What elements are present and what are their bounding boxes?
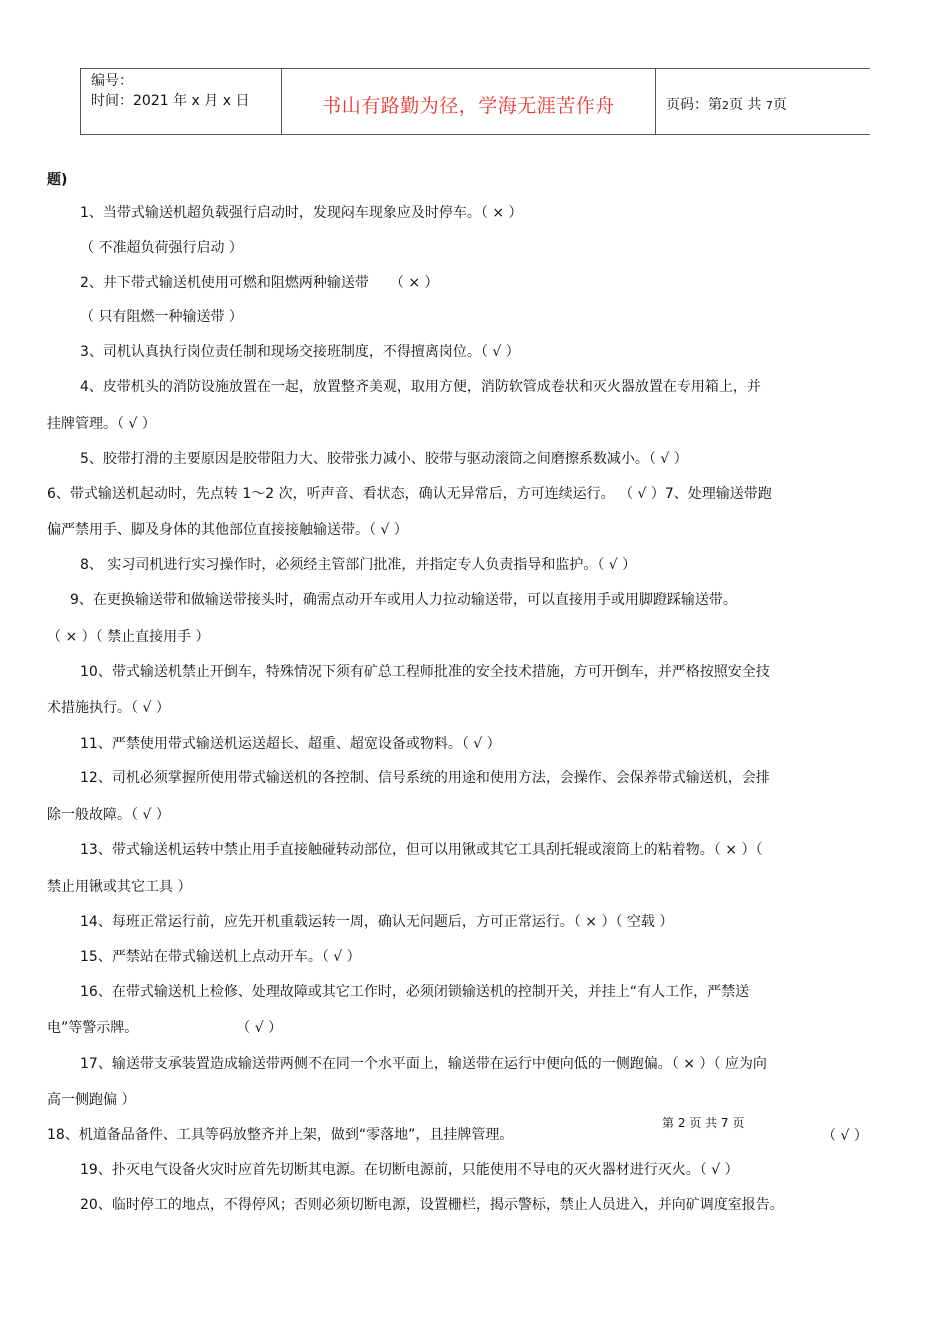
text-line: 18、机道备品备件、工具等码放整齐并上架，做到“零落地”，且挂牌管理。 xyxy=(47,1127,514,1143)
text-line: 15、严禁站在带式输送机上点动开车。（ √ ） xyxy=(80,949,361,965)
header-page-cell xyxy=(656,69,870,134)
text-line: 6、带式输送机起动时，先点转 1～2 次，听声音、看状态，确认无异常后，方可连续运行。 （ √ ）7、处理输送带跑 xyxy=(47,486,772,502)
text-line: 11、严禁使用带式输送机运送超长、超重、超宽设备或物料。（ √ ） xyxy=(80,736,501,752)
text-line: 除一般故障。（ √ ） xyxy=(47,807,170,823)
page-code xyxy=(666,94,787,114)
motto-text: 书山有路勤为径，学海无涯苦作舟 xyxy=(322,95,615,117)
text-line: 电”等警示牌。 （ √ ） xyxy=(47,1020,283,1036)
document-header xyxy=(80,68,870,135)
text-line: 14、每班正常运行前，应先开机重载运转一周，确认无问题后，方可正常运行。（ × ）（ 空载 ） xyxy=(80,914,674,930)
text-line: 1、当带式输送机超负载强行启动时，发现闷车现象应及时停车。（ × ） xyxy=(80,205,523,221)
text-line: 2、井下带式输送机使用可燃和阻燃两种输送带 （ × ） xyxy=(80,275,439,291)
text-line: 挂牌管理。（ √ ） xyxy=(47,416,156,432)
text-line: 8、 实习司机进行实习操作时，必须经主管部门批准，并指定专人负责指导和监护。（ √ ） xyxy=(80,557,637,573)
page-code-suffix: 页 xyxy=(772,97,787,113)
text-line: 19、扑灭电气设备火灾时应首先切断其电源。在切断电源前，只能使用不导电的灭火器材进行灭火。（ √ ） xyxy=(80,1162,739,1178)
text-line: 12、司机必须掌握所使用带式输送机的各控制、信号系统的用途和使用方法，会操作、会保养带式输送机，会排 xyxy=(80,770,770,786)
text-line: 17、输送带支承装置造成输送带两侧不在同一个水平面上，输送带在运行中便向低的一侧跑偏。（ × ）（ 应为向 xyxy=(80,1056,767,1072)
text-line: 高一侧跑偏 ） xyxy=(47,1092,136,1108)
text-line: 禁止用锹或其它工具 ） xyxy=(47,879,192,895)
page-footer: 第 2 页 共 7 页 xyxy=(662,1116,745,1130)
text-line: （ 只有阻燃一种输送带 ） xyxy=(80,309,243,325)
text-line: （ × ）（ 禁止直接用手 ） xyxy=(47,629,210,645)
text-line: 4、皮带机头的消防设施放置在一起，放置整齐美观，取用方便，消防软管成卷状和灭火器放置在专用箱上，并 xyxy=(80,379,761,395)
text-line: 题) xyxy=(47,172,68,188)
header-motto-cell xyxy=(282,69,656,134)
document-time-label: 时间：2021 年 x 月 x 日 xyxy=(91,93,250,109)
text-line: 13、带式输送机运转中禁止用手直接触碰转动部位，但可以用锹或其它工具刮托辊或滚筒上的粘着物。（ × ）（ xyxy=(80,842,763,858)
text-line: 16、在带式输送机上检修、处理故障或其它工作时，必须闭锁输送机的控制开关，并挂上“有人工作，严禁送 xyxy=(80,984,750,1000)
page-total: 7 xyxy=(765,99,773,112)
answer-mark: （ √ ） xyxy=(822,1128,868,1144)
text-line: 9、在更换输送带和做输送带接头时，确需点动开车或用人力拉动输送带，可以直接用手或用脚蹬踩输送带。 xyxy=(70,592,737,608)
text-line: 术措施执行。（ √ ） xyxy=(47,700,170,716)
text-line: （ 不准超负荷强行启动 ） xyxy=(80,240,243,256)
text-line: 10、带式输送机禁止开倒车，特殊情况下须有矿总工程师批准的安全技术措施，方可开倒车，并严格按照安全技 xyxy=(80,664,770,680)
header-info-cell xyxy=(81,69,282,134)
text-line: 3、司机认真执行岗位责任制和现场交接班制度，不得擅离岗位。（ √ ） xyxy=(80,344,520,360)
document-number-label: 编号： xyxy=(91,73,133,89)
page-current: 2 xyxy=(722,99,729,112)
text-line: 5、胶带打滑的主要原因是胶带阻力大、胶带张力减小、胶带与驱动滚筒之间磨擦系数减小。（ √ ） xyxy=(80,451,688,467)
page-code-prefix: 页码：第 xyxy=(666,97,722,113)
text-line: 20、临时停工的地点，不得停风；否则必须切断电源，设置栅栏，揭示警标，禁止人员进入，并向矿调度室报告。 xyxy=(80,1197,784,1213)
page-code-mid: 页 共 xyxy=(729,97,762,113)
text-line: 偏严禁用手、脚及身体的其他部位直接接触输送带。（ √ ） xyxy=(47,522,408,538)
